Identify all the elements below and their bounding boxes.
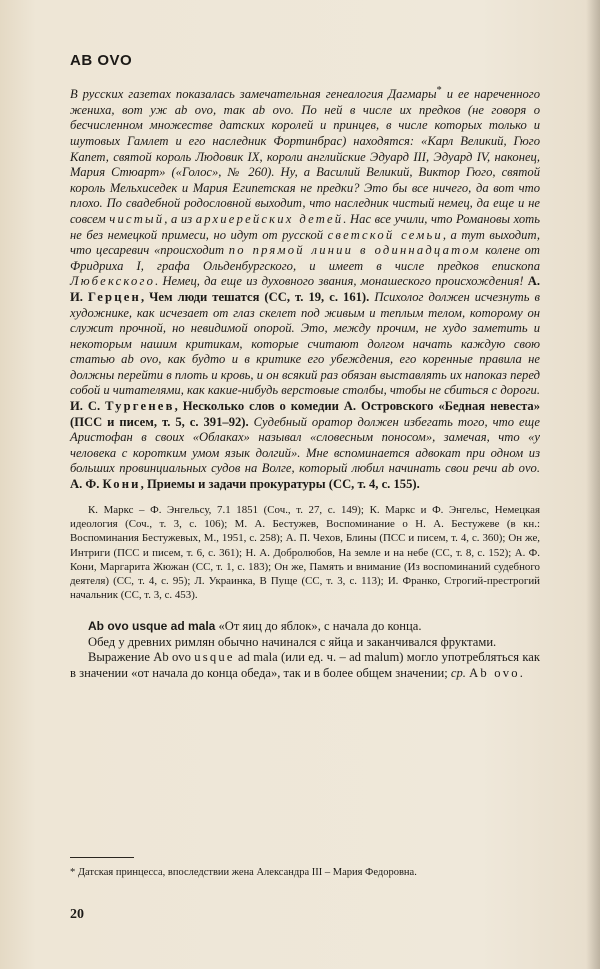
sub-entry	[70, 619, 540, 682]
quote-herzen-g: . Немец, да еще из духовного звания, монашеского происхождения!	[155, 274, 528, 289]
main-paragraph	[70, 83, 540, 493]
quote-herzen-c: , а из	[164, 211, 196, 226]
spaced-emphasis: Любекского	[70, 274, 156, 289]
footnote: * Датская принцесса, впоследствии жена Александра III – Мария Федоровна.	[70, 867, 417, 878]
source-citation: , Несколько слов о комедии А. Островского «Бедная невеста» (ПСС и писем, т. 5, с. 391–92).	[70, 399, 540, 429]
usage-text: .	[519, 666, 523, 681]
author-name: Тургенев	[105, 399, 175, 414]
source-citation: , Приемы и задачи прокуратуры (СС, т. 4, с. 155).	[140, 477, 420, 492]
quote-turgenev: Психолог должен исчезнуть в художнике, как исчезает от глаз скелет под живым и теплым телом, которому он служит прочной, но невидимой опорой. Это, между прочим, не худо заметить и некоторым нашим критикам, которые считают долгом начать каждую свою статью ab ovo, как будто и в критике его убеждения, его коренные правила не должны перейти в плоть и кровь, и он всякий раз обязан выставлять их напоказ перед собой и читателями, как какие-нибудь верстовые столбы, чтобы не сбиться с дороги.	[70, 289, 541, 398]
author-initials: А. И.	[70, 274, 540, 304]
sub-entry-explanation: Обед у древних римлян обычно начинался с яйца и заканчивался фруктами.	[88, 634, 497, 649]
sub-entry-translation: «От яиц до яблок», с начала до конца.	[215, 618, 422, 633]
footnote-divider	[70, 857, 134, 858]
page-number: 20	[70, 907, 84, 922]
quote-herzen-a: В русских газетах показалась замечательная генеалогия Дагмары	[70, 87, 437, 102]
cross-reference-link[interactable]: Ab ovo	[469, 666, 520, 681]
spaced-emphasis: светской семьи	[327, 227, 443, 242]
quote-koni: Судебный оратор должен избегать того, что еще Аристофан в своих «Облаках» называл «словесным поносом», замечая, что «у человека с коротким умом язык долгий». Мне вспоминается адвокат при одном из больших провинциальных судов на Волге, который любил начинать свои речи ab ovo.	[70, 414, 540, 476]
quote-herzen-e: , а тут выходит, что цесаревич «происходит	[70, 227, 540, 258]
author-name: Герцен	[88, 289, 141, 304]
references-paragraph: К. Маркс – Ф. Энгельсу, 7.1 1851 (Соч., т. 27, с. 149); К. Маркс и Ф. Энгельс, Немецкая идеология (Соч., т. 3, с. 106); М. А. Бестужев, Воспоминание о Н. А. Бестужеве (в кн.: Воспоминания Бестужевых, М., 1951, с. 258); А. П. Чехов, Блины (ПСС и писем, т. 4, с. 360); Он же, Интриги (ПСС и писем, т. 6, с. 361); Н. А. Добролюбов, На земле и на небе (СС, т. 8, с. 152); А. Ф. Кони, Маргарита Жюжан (СС, т. 1, с. 183); Он же, Память и внимание (Из воспоминаний судебного деятеля) (СС, т. 4, с. 95); Л. Украинка, В Пуще (СС, т. 3, с. 113); И. Франко, Строгий-престрогий начальник (СС, т. 3, с. 453).	[70, 503, 540, 602]
spaced-emphasis: чистый	[109, 211, 165, 226]
quote-herzen-b: и ее нареченного жениха, вот уж ab ovo, так ab ovo. По ней в числе их предков (не говоря о бесчисленном множестве датских королей и принцев, в числе которых только и шутовых Гамлет и его наследник Фортинбрас) находятся: «Карл Великий, Гюго Капет, святой король Людовик IX, короли английские Эдуард III, Эдуард IV, наконец, Мария Стюарт» («Голос», № 260). Ну, а Василий Великий, Виктор Гюго, святой король Мельхиседек и Мария Египетская не предки? Это бы все ничего, да вот что плохо. По свадебной родословной выходит, что наследник чистый немец, да еще и не совсем	[70, 87, 540, 226]
spaced-emphasis: архиерейских детей	[195, 211, 344, 226]
author-name: Кони	[102, 477, 141, 492]
sub-entry-heading	[70, 619, 540, 635]
spaced-emphasis: usque	[194, 650, 235, 665]
quote-herzen-d: . Нас все учили, что Романовы хоть не без немецкой примеси, но идут от русской	[70, 211, 540, 242]
footnote-marker[interactable]: *	[436, 85, 442, 96]
entry-title: AB OVO	[70, 52, 133, 69]
source-citation: , Чем люди тешатся (СС, т. 19, с. 161).	[140, 289, 375, 304]
spaced-emphasis: по прямой линии в одиннадцатом	[228, 243, 481, 258]
quote-herzen-f: колене от Фридриха I, графа Ольденбургского, и имеет в числе предков епископа	[70, 243, 540, 273]
cf-abbreviation: ср.	[450, 666, 466, 681]
usage-text: Выражение Ab ovo	[88, 650, 195, 665]
sub-entry-usage	[70, 650, 540, 682]
usage-text: ad mala (или ед. ч. – ad malum) могло употребляться как в значении «от начала до конца обеда», так и в более общем значении;	[70, 650, 541, 681]
author-initials: А. Ф.	[70, 477, 103, 492]
author-initials: И. С.	[70, 399, 106, 414]
sub-entry-title: Ab ovo usque ad mala	[88, 618, 216, 633]
